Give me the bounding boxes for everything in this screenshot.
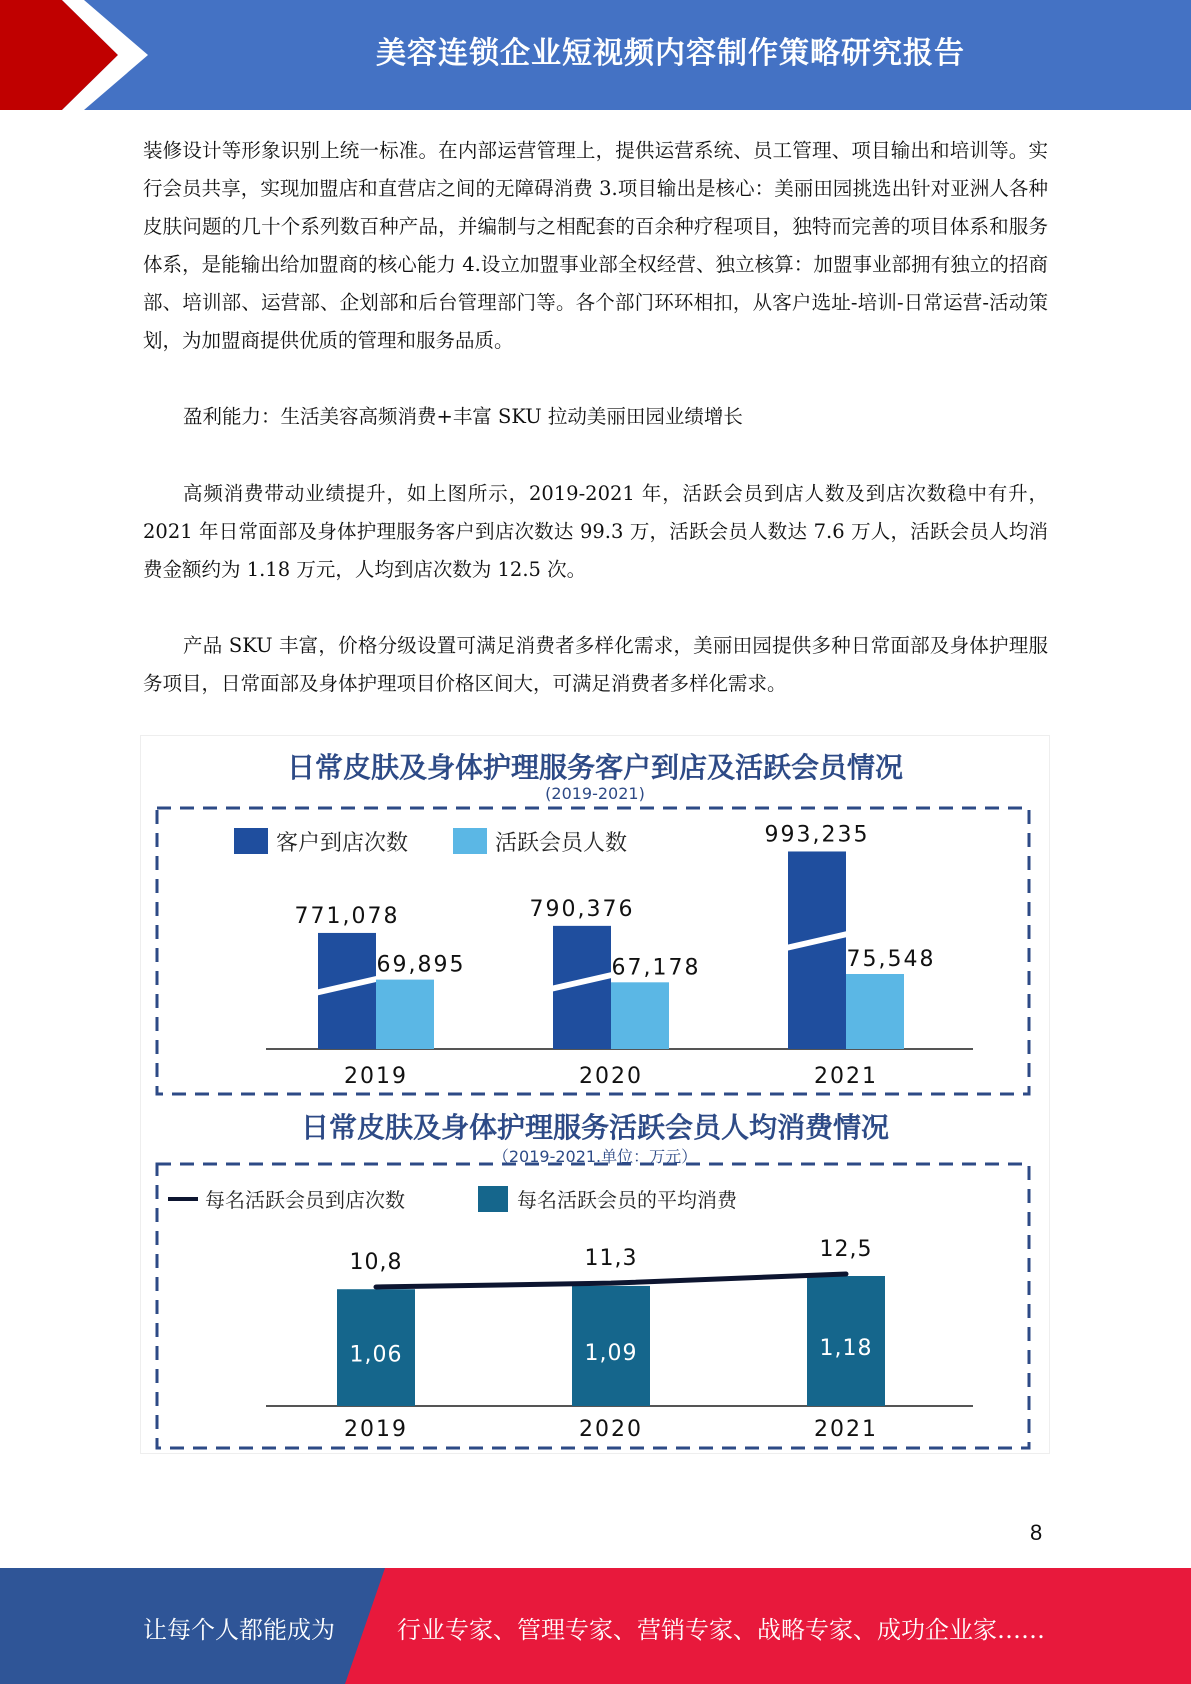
chart1-tick-2020: 2020 [579, 1064, 643, 1089]
charts-svg [141, 736, 1049, 1453]
header-banner [0, 0, 1191, 110]
chart2-title: 日常皮肤及身体护理服务活跃会员人均消费情况 [300, 1111, 889, 1144]
chart2-tick-2020: 2020 [579, 1417, 643, 1442]
chart1-bar-member-2020 [611, 982, 669, 1049]
header-arrow-decoration [0, 0, 160, 110]
chart2-legend-bar-swatch [478, 1186, 508, 1212]
chart2-bar-label-2021: 1,18 [819, 1336, 873, 1361]
footer-slogan-left: 让每个人都能成为 [143, 1616, 335, 1644]
chart1-subtitle: (2019-2021) [545, 784, 645, 803]
chart1-label-visit-2021: 993,235 [764, 822, 870, 848]
chart1-bar-member-2021 [846, 974, 904, 1049]
chart1-legend-member-label: 活跃会员人数 [495, 831, 628, 856]
chart2-bar-label-2019: 1,06 [349, 1342, 403, 1368]
chart2-line-series [376, 1274, 846, 1287]
report-title: 美容连锁企业短视频内容制作策略研究报告 [376, 36, 965, 71]
footer-banner [0, 1568, 1191, 1684]
chart2-subtitle: （2019-2021.单位：万元） [492, 1147, 698, 1166]
chart2-legend-bar-label: 每名活跃会员的平均消费 [517, 1188, 737, 1212]
chart1-bar-member-2019 [376, 980, 434, 1049]
chart1-label-visit-2019: 771,078 [294, 903, 400, 929]
chart1-label-member-2019: 69,895 [376, 952, 466, 978]
chart1-tick-2019: 2019 [344, 1064, 408, 1089]
paragraph-franchise: 装修设计等形象识别上统一标准。在内部运营管理上，提供运营系统、员工管理、项目输出和培训等。实行会员共享，实现加盟店和直营店之间的无障碍消费 3.项目输出是核心：美丽田园挑选出针对亚洲人各种皮肤问题的几十个系列数百种产品，并编制与之相配套的百余种疗程项目，独特而完善的项目体系和服务体系，是能输出给加盟商的核心能力 4.设立加盟事业部全权经营、独立核算：加盟事业部拥有独立的招商部、培训部、运营部、企划部和后台管理部门等。各个部门环环相扣，从客户选址-培训-日常运营-活动策划，为加盟商提供优质的管理和服务品质。 [143, 139, 1048, 352]
chart2-line-label-2020: 11,3 [584, 1246, 638, 1272]
page-number: 8 [1030, 1520, 1043, 1545]
chart2-line-label-2019: 10,8 [349, 1250, 403, 1275]
paragraph-sku: 产品 SKU 丰富，价格分级设置可满足消费者多样化需求，美丽田园提供多种日常面部及身体护理服务项目，日常面部及身体护理项目价格区间大，可满足消费者多样化需求。 [143, 634, 1048, 695]
chart1-legend-member-swatch [453, 828, 487, 854]
chart1-bar-visit-2021 [788, 851, 846, 1049]
chart1-legend-visit-label: 客户到店次数 [276, 831, 409, 856]
chart1-legend-visit-swatch [234, 828, 268, 854]
chart2-tick-2019: 2019 [344, 1417, 408, 1442]
chart1-title: 日常皮肤及身体护理服务客户到店及活跃会员情况 [286, 751, 903, 784]
chart-figure [140, 735, 1050, 1454]
chart2-line-label-2021: 12,5 [819, 1237, 873, 1262]
chart1-tick-2021: 2021 [814, 1064, 878, 1089]
chart2-legend-line-label: 每名活跃会员到店次数 [205, 1188, 405, 1212]
chart1-label-member-2020: 67,178 [611, 955, 701, 981]
chart2-tick-2021: 2021 [814, 1417, 878, 1442]
chart1-label-visit-2020: 790,376 [529, 896, 635, 922]
chart2-bar-label-2020: 1,09 [584, 1340, 638, 1366]
chart1-label-member-2021: 75,548 [846, 947, 936, 972]
paragraph-profitability-heading: 盈利能力：生活美容高频消费+丰富 SKU 拉动美丽田园业绩增长 [183, 405, 743, 428]
paragraph-high-frequency: 高频消费带动业绩提升，如上图所示，2019-2021 年，活跃会员到店人数及到店次数稳中有升，2021 年日常面部及身体护理服务客户到店次数达 99.3 万，活跃会员人数达 7.6 万人，活跃会员人均消费金额约为 1.18 万元，人均到店次数为 12.5 次。 [143, 482, 1048, 581]
footer-slogan-right: 行业专家、管理专家、营销专家、战略专家、成功企业家…… [397, 1616, 1045, 1644]
